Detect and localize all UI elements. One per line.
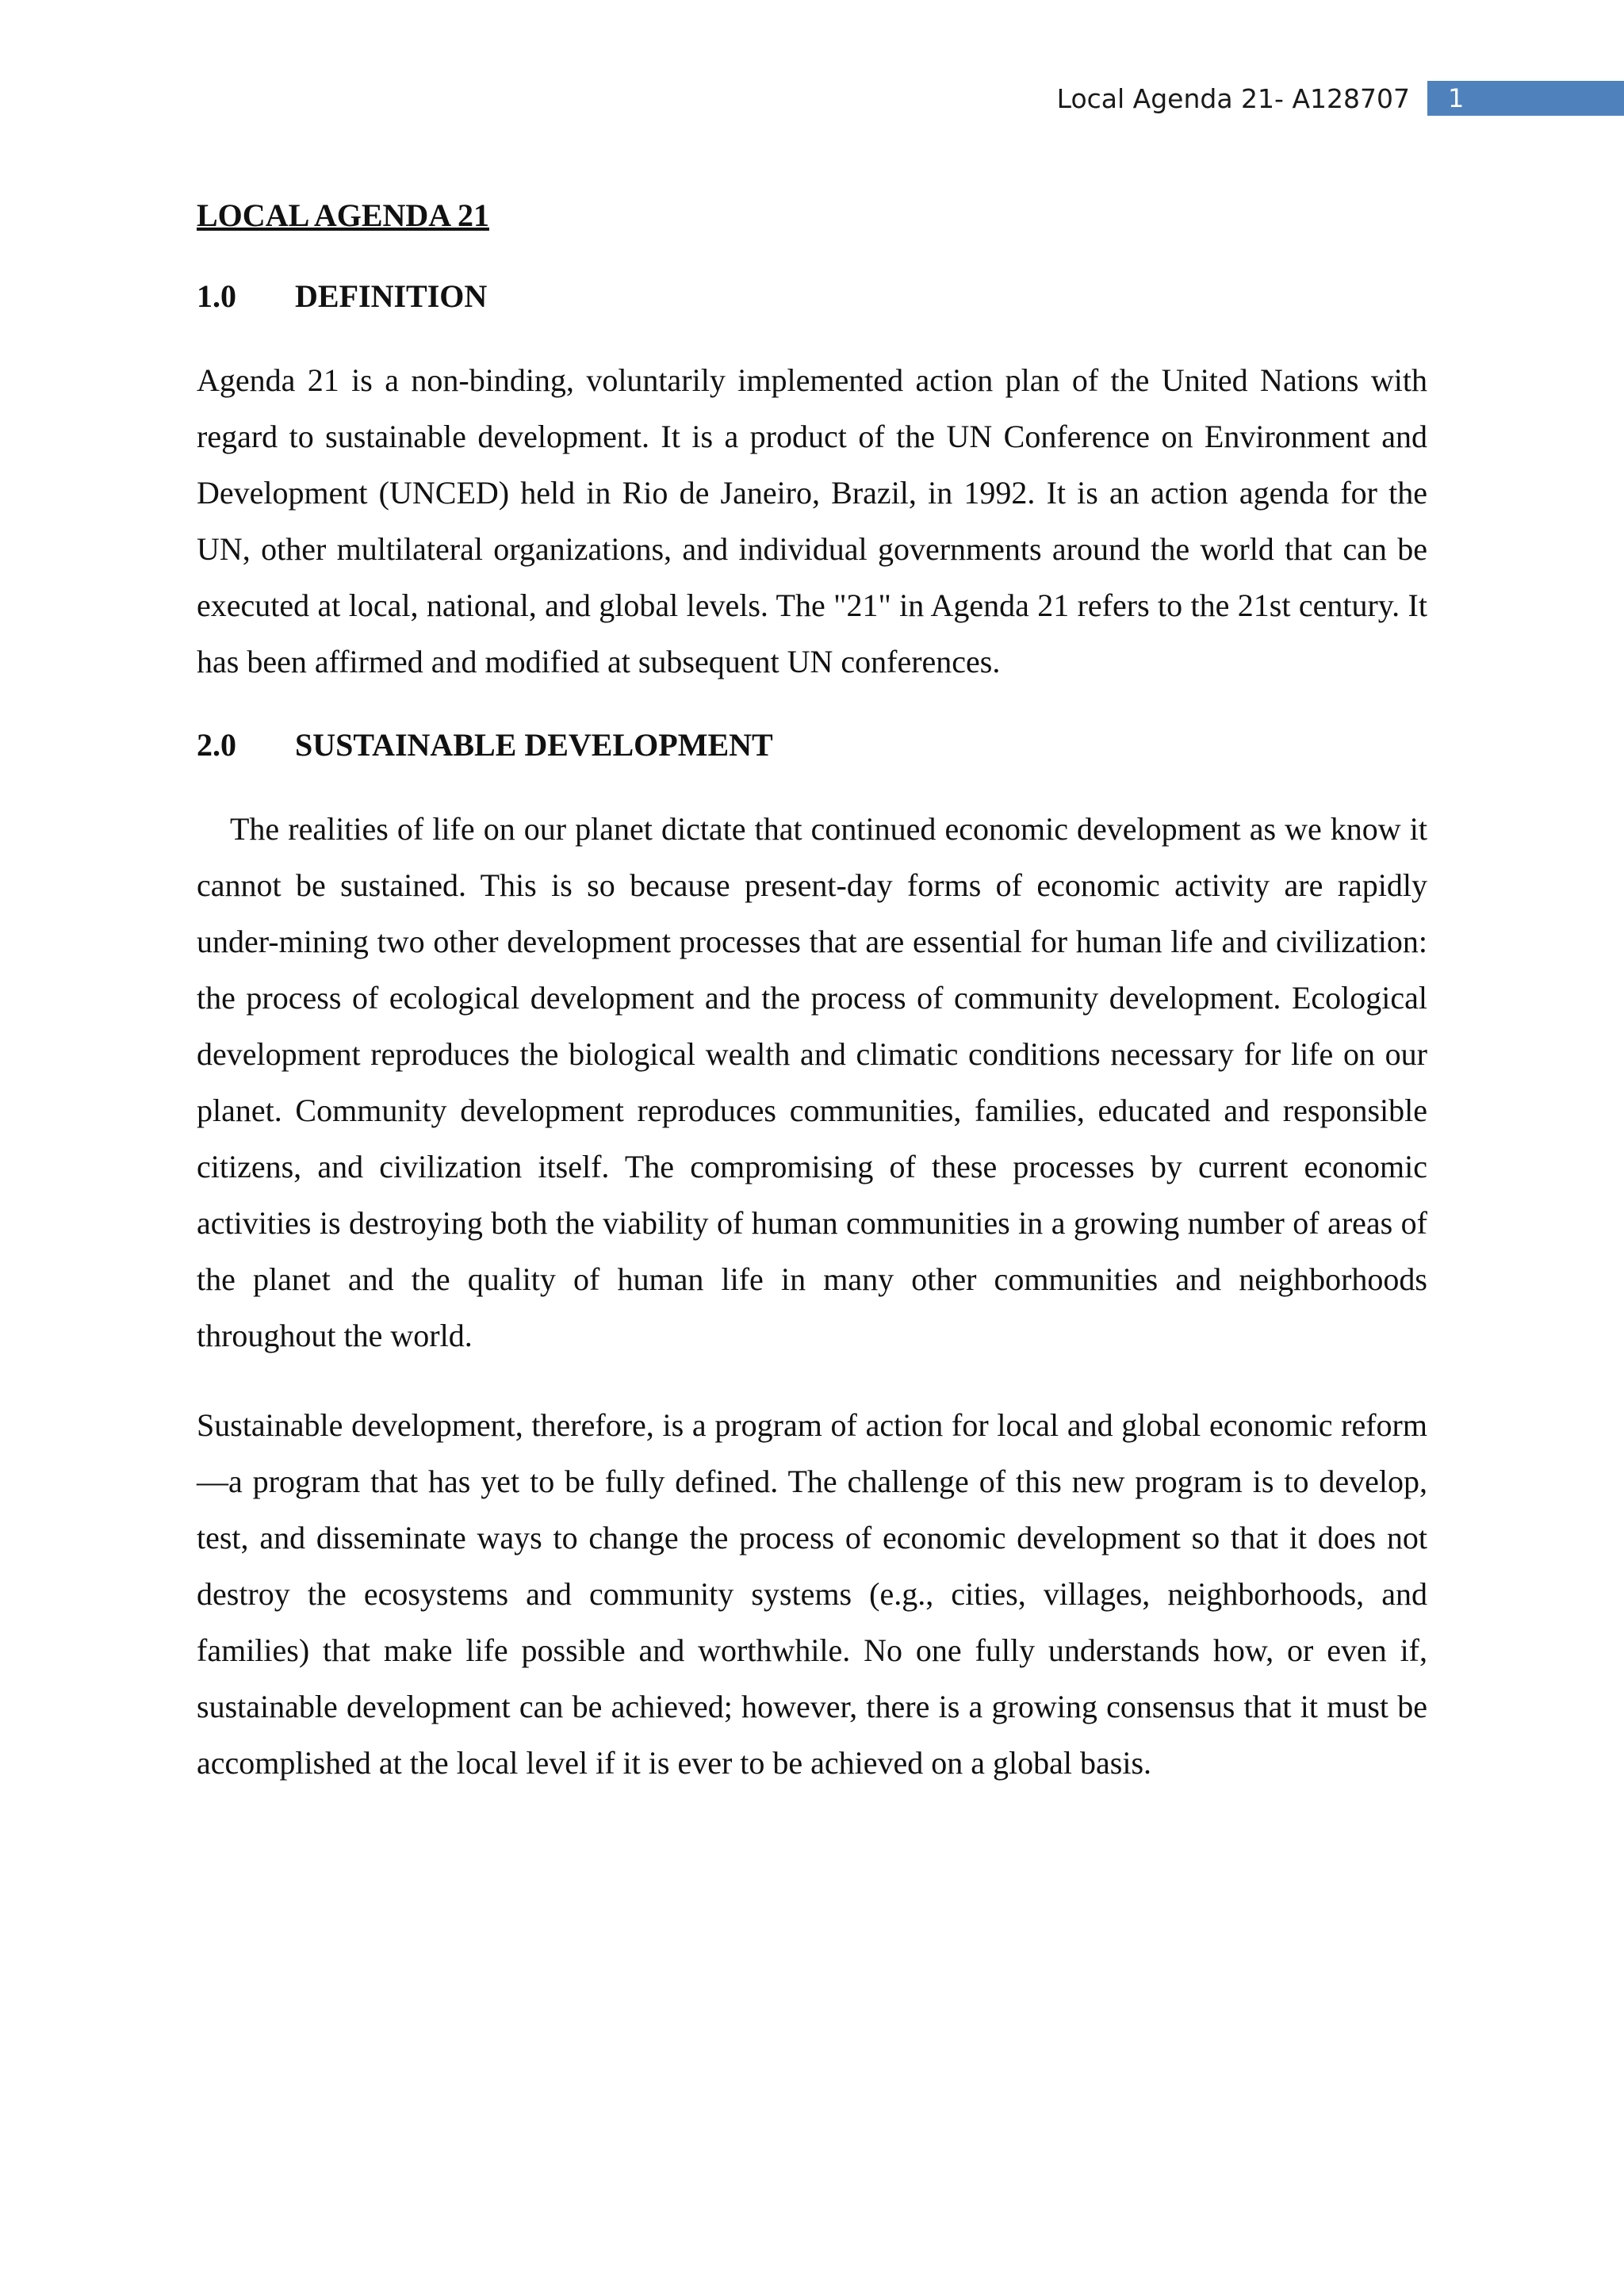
definition-paragraph: Agenda 21 is a non-binding, voluntarily implemented action plan of the United Nations with regard to sustainable development. It is a product of the UN Conference on Environment and Development (UNCED) held in Rio de Janeiro, Brazil, in 1992. It is an action agenda for the UN, other multilateral organizations, and individual governments around the world that can be executed at local, national, and global levels. The "21" in Agenda 21 refers to the 21st century. It has been affirmed and modified at subsequent UN conferences. (197, 362, 1427, 679)
page-number-badge: 1 (1427, 81, 1624, 116)
document-title: LOCAL AGENDA 21 (197, 197, 489, 233)
section-title: DEFINITION (295, 278, 488, 314)
section-number: 2.0 (197, 727, 236, 763)
sustainable-development-paragraph-1: The realities of life on our planet dictate that continued economic development as we know it cannot be sustained. This is so because present-day forms of economic activity are rapidly under-mining two other development processes that are essential for human life and civilization: the process of ecological development and the process of community development. Ecological development reproduces the biological wealth and climatic conditions necessary for life on our planet. Community development reproduces communities, families, educated and responsible citizens, and civilization itself. The compromising of these processes by current economic activities is destroying both the viability of human communities in a growing number of areas of the planet and the quality of human life in many other communities and neighborhoods throughout the world. (197, 811, 1427, 1353)
running-header-title: Local Agenda 21- A128707 (1056, 83, 1410, 114)
document-body (197, 190, 1427, 1791)
section-heading-definition (197, 271, 1427, 322)
section-number: 1.0 (197, 278, 236, 314)
section-title: SUSTAINABLE DEVELOPMENT (295, 727, 773, 763)
sustainable-development-paragraph-2: Sustainable development, therefore, is a program of action for local and global economic reform—a program that has yet to be fully defined. The challenge of this new program is to develop, test, and disseminate ways to change the process of economic development so that it does not destroy the ecosystems and community systems (e.g., cities, villages, neighborhoods, and families) that make life possible and worthwhile. No one fully understands how, or even if, sustainable development can be achieved; however, there is a growing consensus that it must be accomplished at the local level if it is ever to be achieved on a global basis. (197, 1407, 1427, 1781)
section-heading-sustainable-development (197, 720, 1427, 771)
